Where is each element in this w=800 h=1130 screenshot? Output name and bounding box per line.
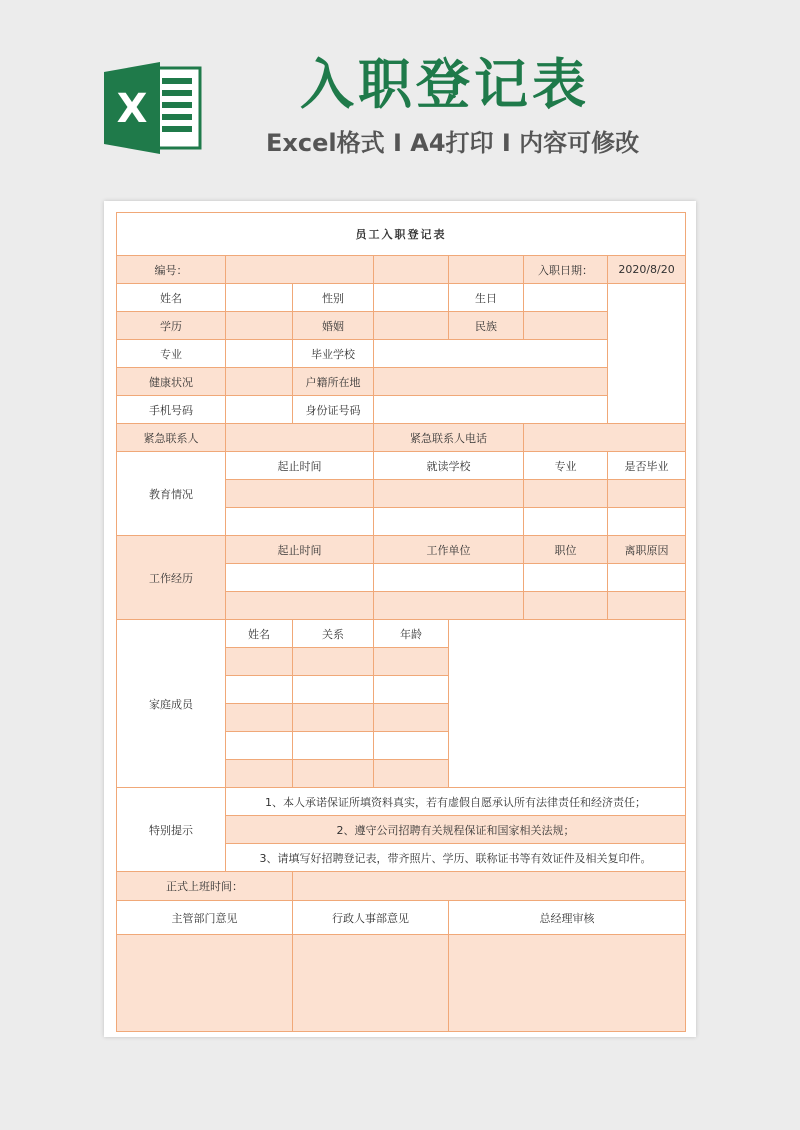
family-blank-area — [449, 620, 686, 788]
family-cell[interactable] — [226, 704, 293, 732]
marriage-input-cell[interactable] — [374, 312, 449, 340]
family-cell[interactable] — [226, 648, 293, 676]
gender-input-cell[interactable] — [374, 284, 449, 312]
edu-cell[interactable] — [226, 508, 374, 536]
approval-gm-box[interactable] — [449, 935, 686, 1032]
name-input-cell[interactable] — [226, 284, 293, 312]
work-header-position: 职位 — [524, 536, 608, 564]
family-cell[interactable] — [226, 676, 293, 704]
major-input-cell[interactable] — [226, 340, 293, 368]
form-title: 员工入职登记表 — [117, 213, 686, 256]
ethnicity-label: 民族 — [449, 312, 524, 340]
edu-cell[interactable] — [608, 508, 686, 536]
gender-label: 性别 — [293, 284, 374, 312]
family-cell[interactable] — [293, 648, 374, 676]
work-cell[interactable] — [524, 564, 608, 592]
family-header-age: 年龄 — [374, 620, 449, 648]
approval-hr-label: 行政人事部意见 — [293, 901, 449, 935]
hukou-label: 户籍所在地 — [293, 368, 374, 396]
registration-form — [116, 212, 686, 1032]
approval-hr-box[interactable] — [293, 935, 449, 1032]
work-header-company: 工作单位 — [374, 536, 524, 564]
work-cell[interactable] — [608, 564, 686, 592]
hukou-input-cell[interactable] — [374, 368, 608, 396]
family-header-name: 姓名 — [226, 620, 293, 648]
entry-date-label: 入职日期： — [524, 256, 608, 284]
phone-input-cell[interactable] — [226, 396, 293, 424]
family-cell[interactable] — [374, 760, 449, 788]
marriage-label: 婚姻 — [293, 312, 374, 340]
banner-subtitle: Excel格式 Ⅰ A4打印 Ⅰ 内容可修改 — [266, 129, 640, 157]
health-input-cell[interactable] — [226, 368, 293, 396]
edu-cell[interactable] — [226, 480, 374, 508]
number-label: 编号： — [117, 256, 226, 284]
family-cell[interactable] — [293, 704, 374, 732]
start-work-input-cell[interactable] — [293, 872, 686, 901]
school-input-cell[interactable] — [374, 340, 608, 368]
education-input-cell[interactable] — [226, 312, 293, 340]
phone-label: 手机号码 — [117, 396, 226, 424]
photo-cell[interactable] — [608, 284, 686, 424]
approval-dept-label: 主管部门意见 — [117, 901, 293, 935]
edu-cell[interactable] — [374, 480, 524, 508]
education-section-label: 教育情况 — [117, 452, 226, 536]
family-cell[interactable] — [226, 732, 293, 760]
work-cell[interactable] — [226, 564, 374, 592]
work-section-label: 工作经历 — [117, 536, 226, 620]
work-cell[interactable] — [608, 592, 686, 620]
edu-header-major: 专业 — [524, 452, 608, 480]
edu-cell[interactable] — [524, 508, 608, 536]
work-header-reason: 离职原因 — [608, 536, 686, 564]
notes-label: 特别提示 — [117, 788, 226, 872]
ethnicity-input-cell[interactable] — [524, 312, 608, 340]
school-label: 毕业学校 — [293, 340, 374, 368]
entry-date-value[interactable]: 2020/8/20 — [608, 256, 686, 284]
birthday-input-cell[interactable] — [524, 284, 608, 312]
family-cell[interactable] — [374, 676, 449, 704]
work-cell[interactable] — [374, 564, 524, 592]
family-cell[interactable] — [293, 760, 374, 788]
family-cell[interactable] — [293, 676, 374, 704]
logo-letter: X — [116, 86, 148, 132]
work-cell[interactable] — [524, 592, 608, 620]
family-header-relation: 关系 — [293, 620, 374, 648]
family-section-label: 家庭成员 — [117, 620, 226, 788]
education-label: 学历 — [117, 312, 226, 340]
blank-cell[interactable] — [374, 256, 449, 284]
banner-title: 入职登记表 — [300, 53, 590, 116]
major-label: 专业 — [117, 340, 226, 368]
family-cell[interactable] — [374, 732, 449, 760]
family-cell[interactable] — [374, 648, 449, 676]
emergency-phone-input-cell[interactable] — [524, 424, 686, 452]
work-header-period: 起止时间 — [226, 536, 374, 564]
family-cell[interactable] — [374, 704, 449, 732]
note-item: 1、本人承诺保证所填资料真实，若有虚假自愿承认所有法律责任和经济责任； — [226, 788, 686, 816]
edu-header-period: 起止时间 — [226, 452, 374, 480]
health-label: 健康状况 — [117, 368, 226, 396]
note-item: 2、遵守公司招聘有关规程保证和国家相关法规； — [226, 816, 686, 844]
edu-cell[interactable] — [374, 508, 524, 536]
family-cell[interactable] — [226, 760, 293, 788]
birthday-label: 生日 — [449, 284, 524, 312]
work-cell[interactable] — [226, 592, 374, 620]
id-number-label: 身份证号码 — [293, 396, 374, 424]
approval-dept-box[interactable] — [117, 935, 293, 1032]
blank-cell[interactable] — [449, 256, 524, 284]
emergency-phone-label: 紧急联系人电话 — [374, 424, 524, 452]
number-value-cell[interactable] — [226, 256, 374, 284]
edu-cell[interactable] — [608, 480, 686, 508]
family-cell[interactable] — [293, 732, 374, 760]
emergency-contact-input-cell[interactable] — [226, 424, 374, 452]
note-item: 3、请填写好招聘登记表，带齐照片、学历、联称证书等有效证件及相关复印件。 — [226, 844, 686, 872]
edu-cell[interactable] — [524, 480, 608, 508]
name-label: 姓名 — [117, 284, 226, 312]
work-cell[interactable] — [374, 592, 524, 620]
id-number-input-cell[interactable] — [374, 396, 608, 424]
start-work-label: 正式上班时间： — [117, 872, 293, 901]
emergency-contact-label: 紧急联系人 — [117, 424, 226, 452]
excel-logo-icon — [104, 62, 204, 154]
edu-header-graduated: 是否毕业 — [608, 452, 686, 480]
edu-header-school: 就读学校 — [374, 452, 524, 480]
approval-gm-label: 总经理审核 — [449, 901, 686, 935]
